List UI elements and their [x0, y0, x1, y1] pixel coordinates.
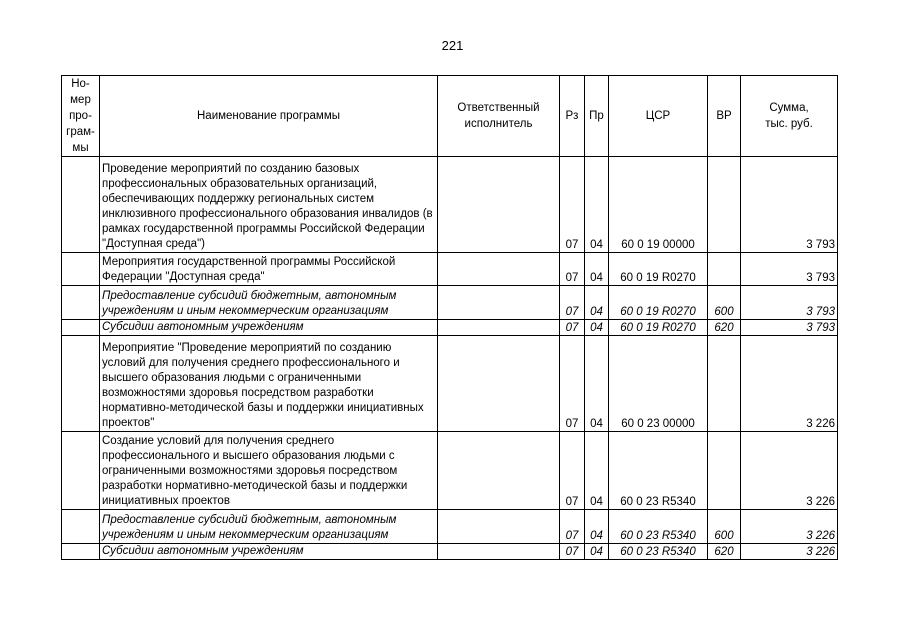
budget-table: [61, 75, 838, 560]
cell-vr: [708, 336, 741, 432]
cell-rz: 07: [560, 544, 585, 560]
table-row: [62, 320, 838, 336]
cell-sum: 3 793: [741, 320, 838, 336]
cell-program-name: Предоставление субсидий бюджетным, автономным учреждениям и иным некоммерческим организациям: [100, 510, 438, 544]
header-executor: Ответственный исполнитель: [438, 76, 560, 157]
cell-csr: 60 0 19 R0270: [609, 253, 708, 286]
cell-rz: 07: [560, 157, 585, 253]
cell-executor: [438, 320, 560, 336]
cell-vr: [708, 432, 741, 510]
cell-rz: 07: [560, 286, 585, 320]
cell-sum: 3 226: [741, 510, 838, 544]
cell-rz: 07: [560, 320, 585, 336]
cell-program-name: Мероприятие "Проведение мероприятий по созданию условий для получения среднего профессионального и высшего образования людьми с ограниченными возможностями здоровья посредством разработки нормативно-методической базы и поддержки инициативных проектов": [100, 336, 438, 432]
cell-executor: [438, 544, 560, 560]
cell-program-number: [62, 544, 100, 560]
cell-pr: 04: [585, 510, 609, 544]
cell-rz: 07: [560, 432, 585, 510]
header-vr: ВР: [708, 76, 741, 157]
cell-rz: 07: [560, 253, 585, 286]
cell-sum: 3 793: [741, 157, 838, 253]
cell-executor: [438, 510, 560, 544]
cell-program-number: [62, 510, 100, 544]
table-row: [62, 336, 838, 432]
cell-csr: 60 0 23 R5340: [609, 544, 708, 560]
cell-program-number: [62, 320, 100, 336]
header-sum: Сумма, тыс. руб.: [741, 76, 838, 157]
cell-rz: 07: [560, 336, 585, 432]
cell-program-name: Субсидии автономным учреждениям: [100, 320, 438, 336]
cell-vr: 600: [708, 286, 741, 320]
cell-program-number: [62, 157, 100, 253]
cell-program-number: [62, 286, 100, 320]
header-program-number: Но- мер про- грам- мы: [62, 76, 100, 157]
cell-sum: 3 226: [741, 544, 838, 560]
cell-csr: 60 0 23 00000: [609, 336, 708, 432]
cell-csr: 60 0 23 R5340: [609, 432, 708, 510]
cell-csr: 60 0 19 R0270: [609, 286, 708, 320]
cell-executor: [438, 432, 560, 510]
cell-program-name: Субсидии автономным учреждениям: [100, 544, 438, 560]
table-header-row: [62, 76, 838, 157]
cell-vr: 620: [708, 320, 741, 336]
table-body: [62, 157, 838, 560]
cell-pr: 04: [585, 253, 609, 286]
table-row: [62, 286, 838, 320]
header-pr: Пр: [585, 76, 609, 157]
cell-pr: 04: [585, 432, 609, 510]
header-rz: Рз: [560, 76, 585, 157]
cell-executor: [438, 253, 560, 286]
cell-program-name: Создание условий для получения среднего профессионального и высшего образования людьми с ограниченными возможностями здоровья посредством разработки нормативно-методической базы и поддержки инициативных проектов: [100, 432, 438, 510]
table-row: [62, 157, 838, 253]
cell-sum: 3 226: [741, 432, 838, 510]
cell-executor: [438, 286, 560, 320]
cell-vr: [708, 157, 741, 253]
header-csr: ЦСР: [609, 76, 708, 157]
cell-csr: 60 0 19 R0270: [609, 320, 708, 336]
cell-sum: 3 226: [741, 336, 838, 432]
cell-program-number: [62, 432, 100, 510]
cell-program-number: [62, 336, 100, 432]
cell-pr: 04: [585, 320, 609, 336]
cell-program-name: Проведение мероприятий по созданию базовых профессиональных образовательных организаций, обеспечивающих поддержку региональных систем инклюзивного профессионального образования инвалидов (в рамках государственной программы Российской Федерации "Доступная среда"): [100, 157, 438, 253]
cell-vr: [708, 253, 741, 286]
cell-pr: 04: [585, 286, 609, 320]
cell-sum: 3 793: [741, 253, 838, 286]
cell-executor: [438, 157, 560, 253]
table-row: [62, 544, 838, 560]
cell-csr: 60 0 23 R5340: [609, 510, 708, 544]
cell-vr: 620: [708, 544, 741, 560]
cell-csr: 60 0 19 00000: [609, 157, 708, 253]
page-number: 221: [441, 38, 464, 53]
cell-rz: 07: [560, 510, 585, 544]
cell-sum: 3 793: [741, 286, 838, 320]
cell-program-name: Предоставление субсидий бюджетным, автономным учреждениям и иным некоммерческим организациям: [100, 286, 438, 320]
cell-vr: 600: [708, 510, 741, 544]
cell-executor: [438, 336, 560, 432]
table-row: [62, 510, 838, 544]
cell-program-name: Мероприятия государственной программы Российской Федерации "Доступная среда": [100, 253, 438, 286]
table-row: [62, 432, 838, 510]
header-program-name: Наименование программы: [100, 76, 438, 157]
cell-program-number: [62, 253, 100, 286]
cell-pr: 04: [585, 544, 609, 560]
cell-pr: 04: [585, 336, 609, 432]
cell-pr: 04: [585, 157, 609, 253]
table-row: [62, 253, 838, 286]
